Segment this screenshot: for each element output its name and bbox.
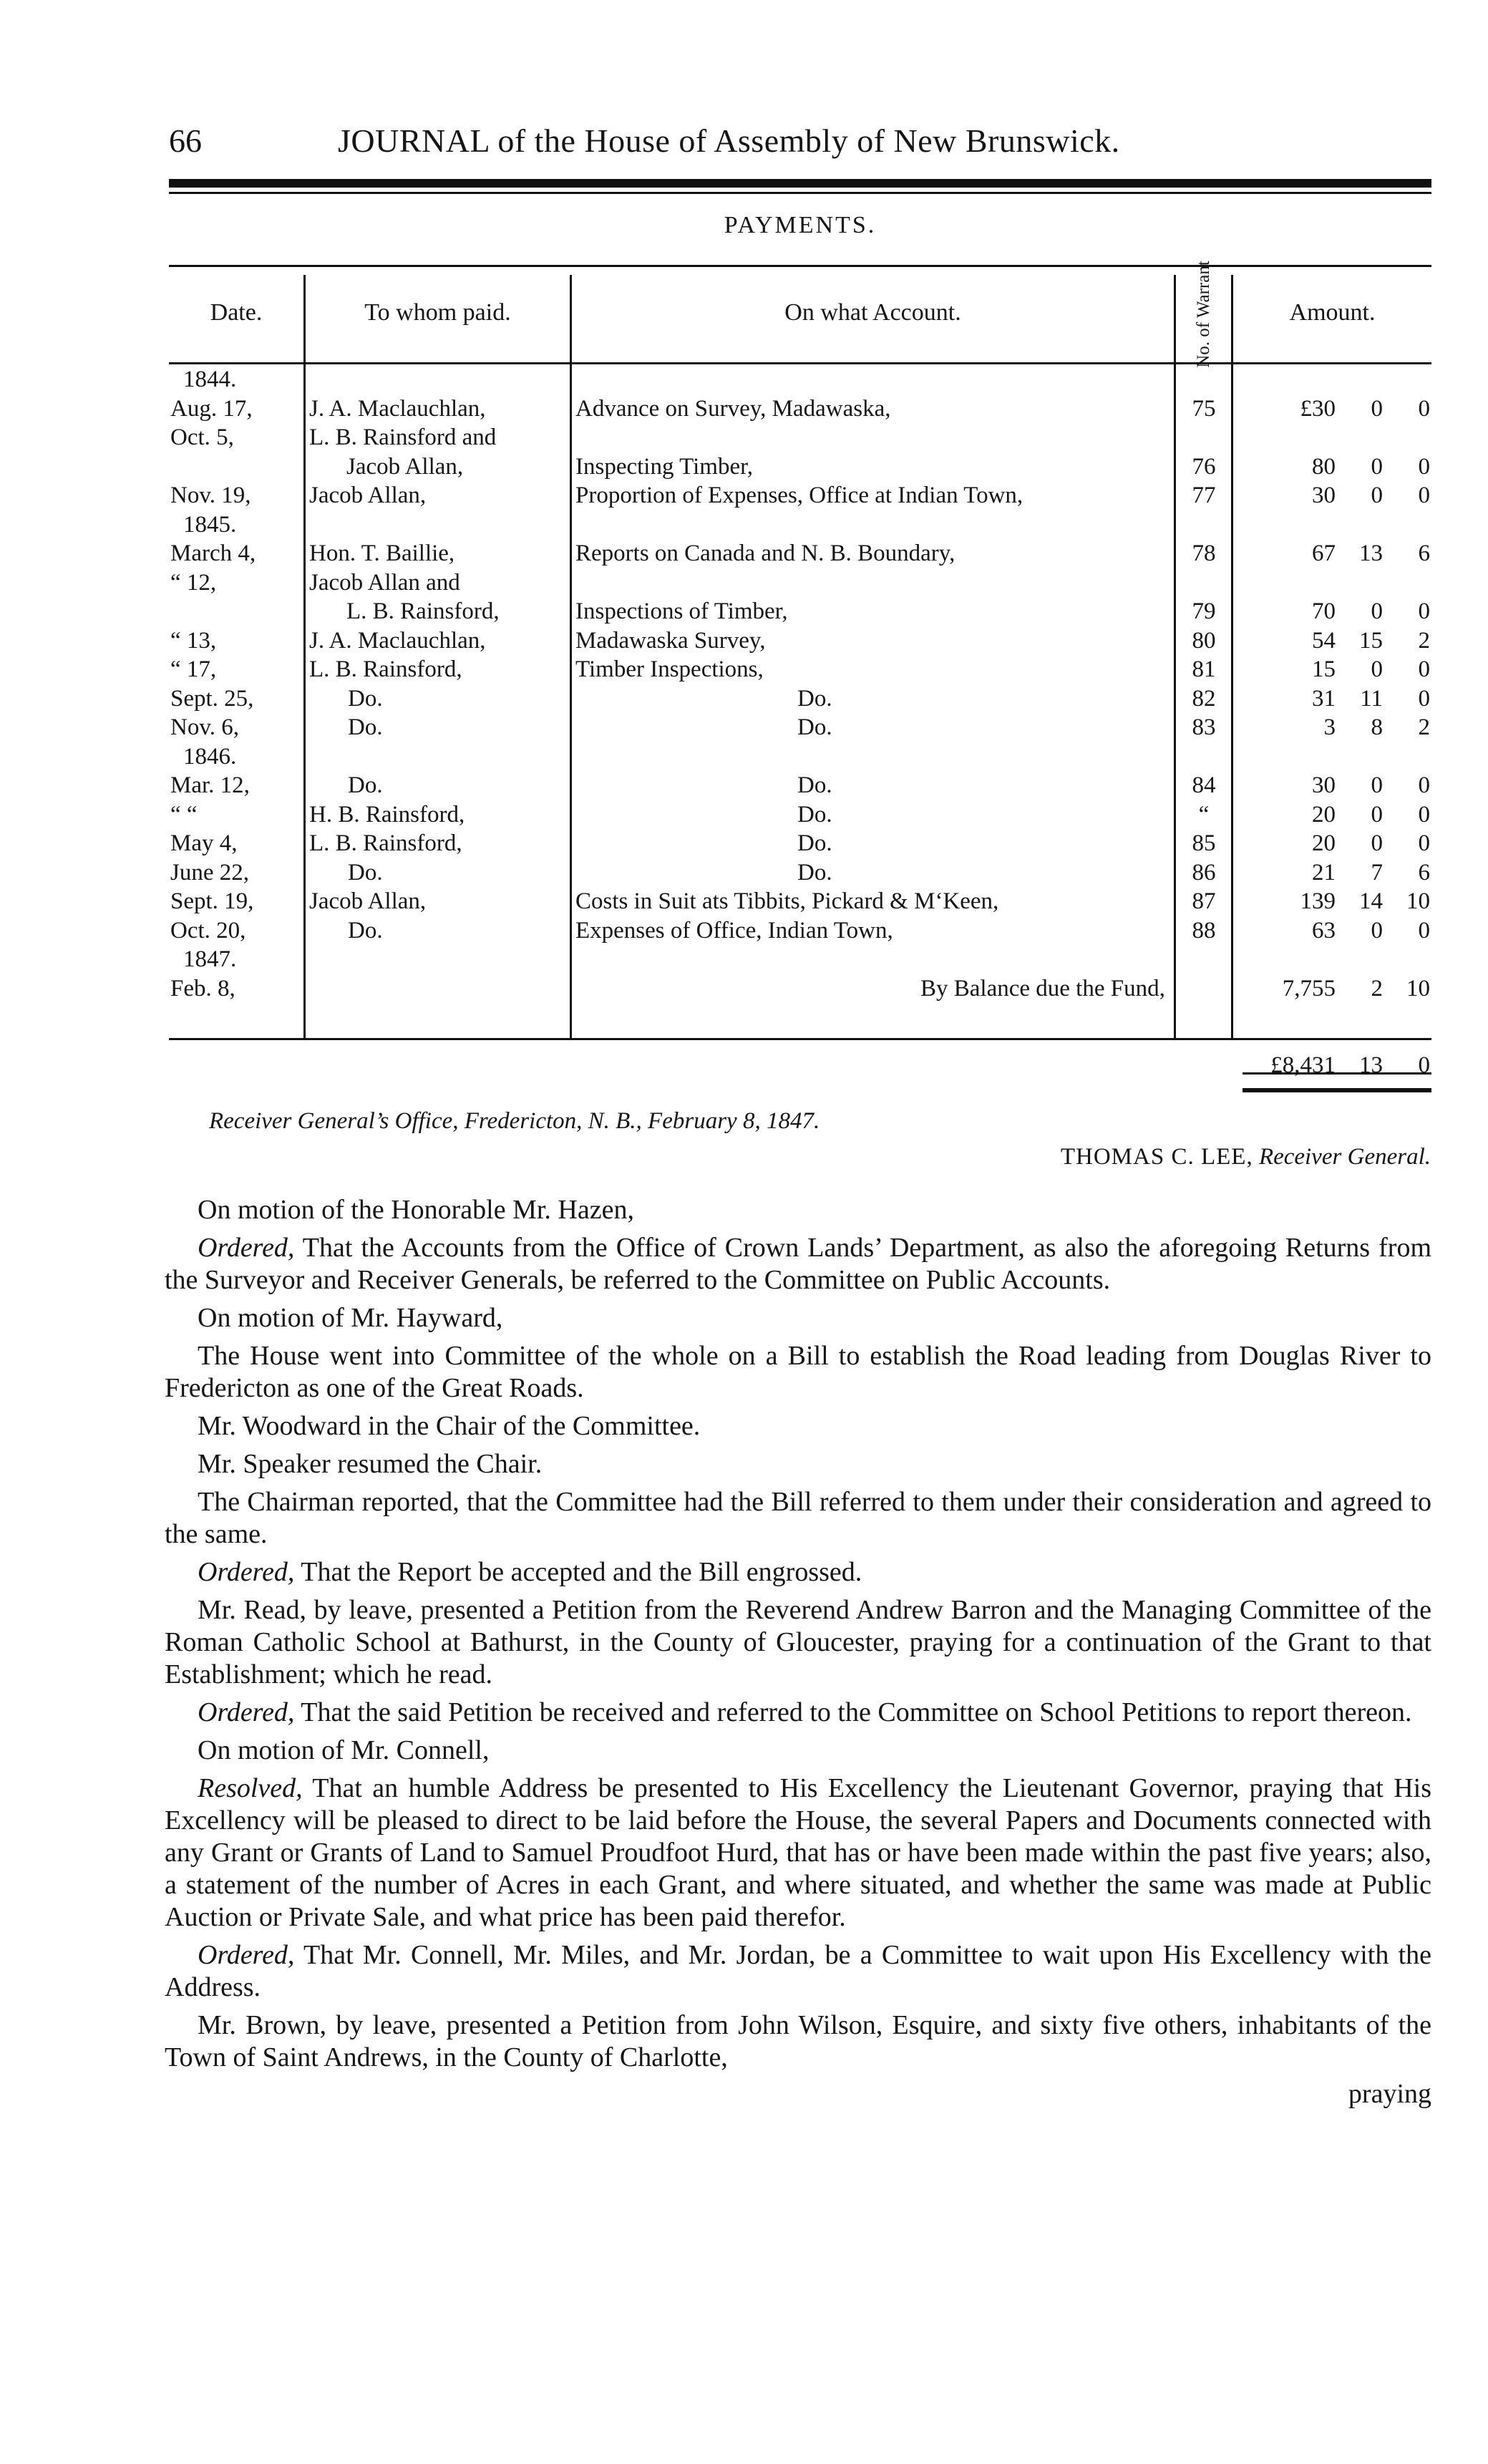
row-date: Oct. 5, [170,425,234,450]
row-paid-to: Do. [348,772,383,798]
row-pounds: 7,755 [1282,975,1336,1001]
paragraph [165,1448,1431,1480]
row-paid-to: J. A. Maclauchlan, [309,627,486,654]
row-date: March 4, [170,540,256,566]
row-pounds: 70 [1312,598,1336,624]
row-account: Do. [797,801,832,828]
row-pounds: 30 [1312,482,1336,508]
paragraph [165,1939,1431,2004]
row-account: By Balance due the Fund, [920,975,1165,1001]
row-paid-to: H. B. Rainsford, [309,801,465,828]
row-date: Oct. 20, [170,917,246,944]
row-pounds: £30 [1300,395,1336,422]
row-pence: 0 [1418,482,1430,508]
table-caption: PAYMENTS. [724,212,877,238]
row-pence: 6 [1418,859,1430,886]
paragraph-label: Ordered, [198,1557,295,1587]
row-shillings: 14 [1359,888,1383,914]
paragraph-text: The House went into Committee of the whole on a Bill to establish the Road leading from Douglas River to Fredericton as one of the Great Roads. [165,1341,1431,1403]
header-rule-thin [169,192,1431,194]
row-account: Inspecting Timber, [575,453,754,480]
row-pence: 10 [1406,975,1430,1001]
row-warrant: 80 [1192,627,1216,654]
row-date: 1845. [183,511,237,538]
row-pounds: 30 [1312,772,1336,798]
row-warrant: 81 [1192,656,1216,682]
paragraph-text: Mr. Brown, by leave, presented a Petition from John Wilson, Esquire, and sixty five others, inhabitants of the Town of Saint Andrews, in the County of Charlotte, [165,2010,1431,2072]
paragraph-text: Mr. Woodward in the Chair of the Committee. [198,1411,701,1441]
row-account: Timber Inspections, [575,656,764,682]
paragraph-text: That Mr. Connell, Mr. Miles, and Mr. Jordan, be a Committee to wait upon His Excellency with the Address. [165,1940,1431,2002]
row-pence: 0 [1418,598,1430,624]
row-pence: 2 [1418,627,1430,654]
row-shillings: 0 [1371,772,1383,798]
row-account: Do. [797,830,832,856]
row-shillings: 15 [1359,627,1383,654]
paragraph-label: Ordered, [198,1940,295,1970]
header-account: On what Account. [784,299,961,326]
row-account: Proportion of Expenses, Office at Indian Town, [575,482,1023,508]
header-warrant-text: No. of Warrant [1194,261,1213,368]
row-account: Do. [797,859,832,886]
paragraph [165,1556,1431,1588]
paragraph-text: Mr. Read, by leave, presented a Petition from the Reverend Andrew Barron and the Managing Committee of the Roman Catholic School at Bathurst, in the County of Gloucester, praying for a continuation of the Grant to that Establishment; which he read. [165,1595,1431,1689]
paragraph [165,1232,1431,1296]
table-header-rule [169,362,1431,364]
row-account: Do. [797,772,832,798]
row-shillings: 0 [1371,801,1383,828]
row-pence: 0 [1418,656,1430,682]
paragraph [165,1410,1431,1442]
row-pounds: 54 [1312,627,1336,654]
signature-line [1061,1144,1431,1170]
row-warrant: 84 [1192,772,1216,798]
row-date: “ 12, [170,569,217,596]
row-paid-to: Jacob Allan, [309,888,427,914]
row-account: Expenses of Office, Indian Town, [575,917,893,944]
row-pence: 0 [1418,801,1430,828]
row-date: “ 17, [170,656,217,682]
row-pounds: 80 [1312,453,1336,480]
row-date: Aug. 17, [170,395,253,422]
paragraph-text: Mr. Speaker resumed the Chair. [198,1449,543,1479]
paragraph-label: Ordered, [198,1697,295,1727]
paragraph-text: That the said Petition be received and referred to the Committee on School Petitions to report thereon. [294,1697,1412,1727]
row-paid-to: Jacob Allan and [309,569,460,596]
paragraph-text: On motion of Mr. Hayward, [198,1303,503,1333]
row-pounds: 63 [1312,917,1336,944]
paragraph-text: That the Report be accepted and the Bill engrossed. [294,1557,862,1587]
signatory-title: Receiver General. [1258,1144,1431,1170]
balance-rule [169,1038,1431,1040]
row-pounds: 21 [1312,859,1336,886]
row-shillings: 0 [1371,453,1383,480]
row-pence: 0 [1418,685,1430,712]
row-date: May 4, [170,830,238,856]
row-date: 1844. [183,367,237,392]
total-pence: 0 [1418,1052,1430,1078]
row-warrant: “ [1198,801,1210,828]
row-paid-to: Do. [348,685,383,712]
row-shillings: 0 [1371,482,1383,508]
row-shillings: 0 [1371,830,1383,856]
row-shillings: 2 [1371,975,1383,1001]
row-warrant: 79 [1192,598,1216,624]
row-pounds: 20 [1312,830,1336,856]
row-warrant: 83 [1192,714,1216,740]
row-warrant: 88 [1192,917,1216,944]
row-paid-to: L. B. Rainsford, [346,598,500,624]
row-pounds: 31 [1312,685,1336,712]
paragraph [165,1735,1431,1767]
row-date: Nov. 6, [170,714,239,740]
row-date: Sept. 19, [170,888,254,914]
row-paid-to: Do. [348,859,383,886]
row-date: Sept. 25, [170,685,254,712]
paragraph [165,1486,1431,1551]
row-paid-to: Do. [348,917,383,944]
row-pounds: 3 [1323,714,1336,740]
header-date: Date. [210,299,263,326]
row-pence: 10 [1406,888,1430,914]
header-paid-to: To whom paid. [364,299,511,326]
paragraph-text: On motion of Mr. Connell, [198,1735,490,1765]
signatory-name: THOMAS C. LEE, [1060,1144,1253,1170]
row-paid-to: Jacob Allan, [346,453,464,480]
row-shillings: 0 [1371,395,1383,422]
page-header [169,122,1431,172]
proceedings-text [165,1194,1431,2116]
row-warrant: 85 [1192,830,1216,856]
catchword: praying [1348,2079,1431,2109]
row-account: Madawaska Survey, [575,627,766,654]
row-paid-to: J. A. Maclauchlan, [309,395,486,422]
row-warrant: 87 [1192,888,1216,914]
row-date: 1846. [183,743,237,770]
paragraph-text: On motion of the Honorable Mr. Hazen, [198,1195,634,1225]
column-divider-account [1174,275,1176,1038]
row-warrant: 78 [1192,540,1216,566]
row-pence: 0 [1418,395,1430,422]
receiver-office-line: Receiver General’s Office, Fredericton, N. B., February 8, 1847. [209,1108,820,1134]
paragraph [165,1594,1431,1691]
row-warrant: 75 [1192,395,1216,422]
total-pounds: £8,431 [1270,1052,1336,1078]
row-warrant: 77 [1192,482,1216,508]
row-pounds: 139 [1300,888,1336,914]
paragraph [165,1302,1431,1334]
total-shillings: 13 [1359,1052,1383,1078]
row-date: Nov. 19, [170,482,251,508]
paragraph-text: That an humble Address be presented to His Excellency the Lieutenant Governor, praying that His Excellency will be pleased to direct to be laid before the House, the several Papers and Documents connected with any Grant or Grants of Land to Samuel Proudfoot Hurd, that has or have been made within the past five years; also, a statement of the number of Acres in each Grant, and where situated, and whether the same was made at Public Auction or Private Sale, and what price has been paid therefor. [165,1773,1431,1932]
paragraph [165,1772,1431,1934]
paragraph [165,1340,1431,1405]
row-account: Do. [797,685,832,712]
row-pounds: 20 [1312,801,1336,828]
paragraph [165,2009,1431,2074]
row-pence: 0 [1418,772,1430,798]
row-shillings: 0 [1371,656,1383,682]
row-paid-to: L. B. Rainsford and [309,425,497,450]
paragraph [165,1194,1431,1226]
row-shillings: 0 [1371,917,1383,944]
row-pence: 0 [1418,917,1430,944]
row-account: Costs in Suit ats Tibbits, Pickard & M‘Keen, [575,888,999,914]
row-paid-to: L. B. Rainsford, [309,830,462,856]
row-pence: 0 [1418,830,1430,856]
row-account: Inspections of Timber, [575,598,788,624]
header-warrant [1178,261,1230,368]
paragraph-label: Resolved, [198,1773,303,1803]
paragraph [165,1697,1431,1729]
row-date: “ “ [170,801,198,828]
row-pence: 2 [1418,714,1430,740]
header-amount: Amount. [1289,299,1376,326]
row-paid-to: Do. [348,714,383,740]
total-rule-bottom [1243,1088,1431,1092]
header-rule-thick [169,179,1431,188]
row-warrant: 86 [1192,859,1216,886]
row-account: Advance on Survey, Madawaska, [575,395,891,422]
column-divider-warrant [1231,275,1233,1038]
row-paid-to: L. B. Rainsford, [309,656,462,682]
row-date: 1847. [183,946,237,972]
row-account: Do. [797,714,832,740]
running-title: JOURNAL of the House of Assembly of New Brunswick. [338,122,1120,159]
row-shillings: 11 [1360,685,1383,712]
row-shillings: 7 [1371,859,1383,886]
paragraph-text: The Chairman reported, that the Committee had the Bill referred to them under their consideration and agreed to the same. [165,1487,1431,1549]
row-date: Feb. 8, [170,975,235,1001]
row-shillings: 13 [1359,540,1383,566]
row-warrant: 76 [1192,453,1216,480]
payments-table [169,261,1431,1095]
row-account: Reports on Canada and N. B. Boundary, [575,540,955,566]
row-warrant: 82 [1192,685,1216,712]
row-pounds: 67 [1312,540,1336,566]
row-paid-to: Hon. T. Baillie, [309,540,455,566]
row-pence: 0 [1418,453,1430,480]
row-shillings: 0 [1371,598,1383,624]
row-date: “ 13, [170,627,217,654]
row-pounds: 15 [1312,656,1336,682]
paragraph-label: Ordered, [198,1233,295,1263]
paragraph-text: That the Accounts from the Office of Crown Lands’ Department, as also the aforegoing Returns from the Surveyor and Receiver Generals, be referred to the Committee on Public Accounts. [165,1233,1431,1295]
row-paid-to: Jacob Allan, [309,482,427,508]
row-date: Mar. 12, [170,772,250,798]
row-shillings: 8 [1371,714,1383,740]
row-date: June 22, [170,859,249,886]
row-pence: 6 [1418,540,1430,566]
page-number: 66 [169,122,202,159]
